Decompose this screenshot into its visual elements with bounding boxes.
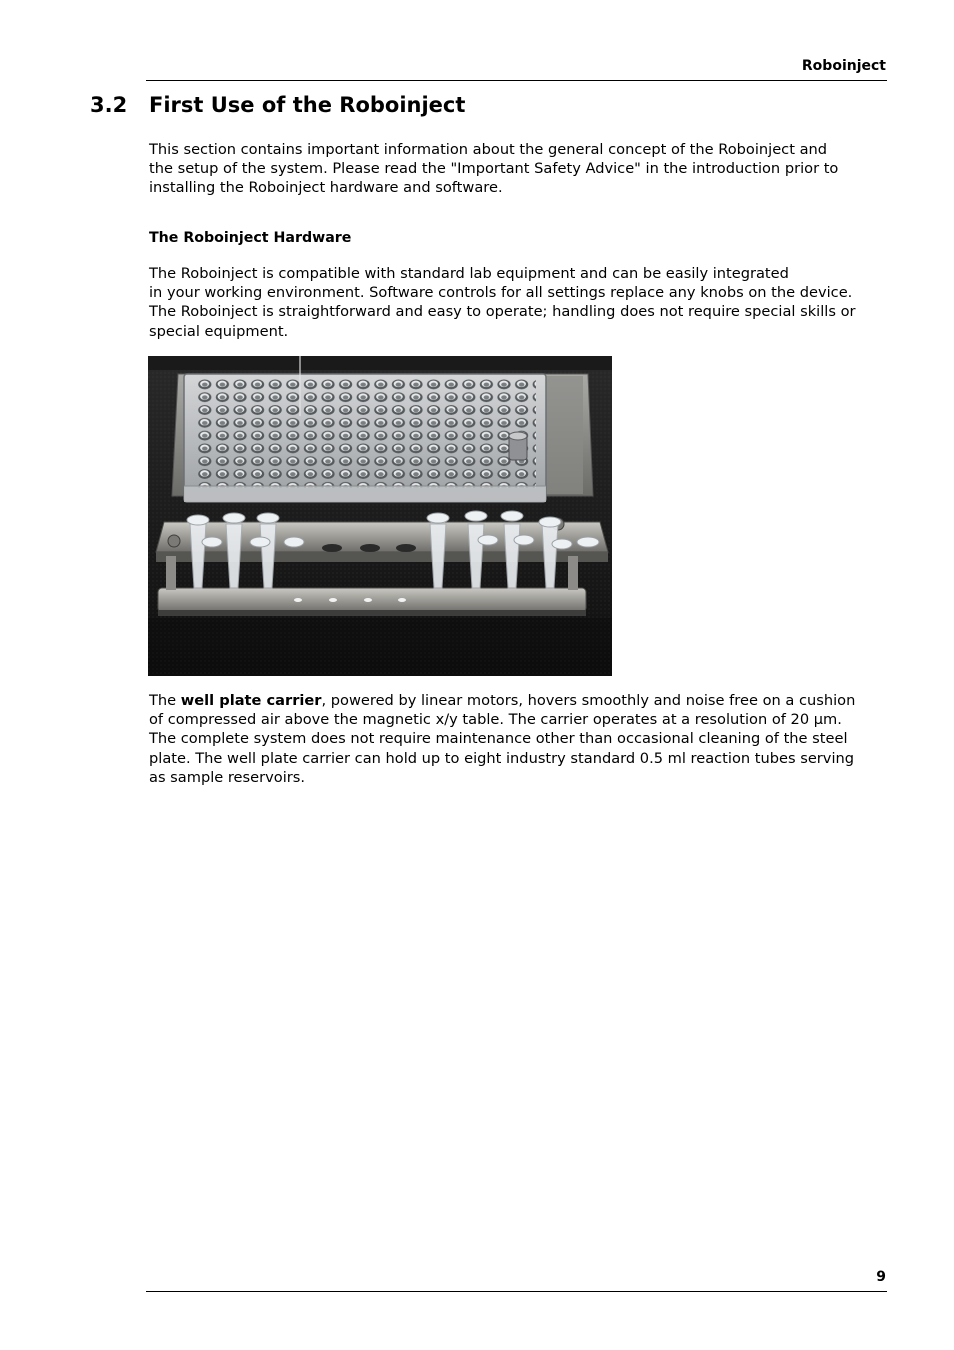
hardware-line: in your working environment. Software controls for all settings replace any knobs on the device. [149,284,853,302]
carrier-prefix: The [149,692,181,709]
carrier-line: of compressed air above the magnetic x/y table. The carrier operates at a resolution of 20 µm. [149,711,842,729]
hardware-line: The Roboinject is compatible with standard lab equipment and can be easily integrated [149,265,789,282]
carrier-line: as sample reservoirs. [149,768,305,786]
well-plate-carrier-photo [148,356,612,676]
hardware-line: special equipment. [149,322,289,340]
carrier-line: The complete system does not require maintenance other than occasional cleaning of the steel [149,730,848,748]
hardware-heading: The Roboinject Hardware [149,230,352,246]
carrier-first-line-rest: , powered by linear motors, hovers smoothly and noise free on a cushion [321,692,856,709]
intro-line: This section contains important information about the general concept of the Roboinject and [149,141,828,158]
running-header-title: Roboinject [801,58,886,74]
page-number: 9 [876,1269,886,1285]
carrier-paragraph [149,691,879,787]
hardware-line: The Roboinject is straightforward and easy to operate; handling does not require special skills or [149,303,856,321]
section-number: 3.2 [90,93,128,117]
carrier-line: plate. The well plate carrier can hold up to eight industry standard 0.5 ml reaction tubes serving [149,749,855,767]
header-rule [146,80,887,81]
carrier-bold-term: well plate carrier [180,692,322,709]
carrier-first-line [149,691,879,710]
intro-line: the setup of the system. Please read the "Important Safety Advice" in the introduction prior to [149,160,839,178]
intro-line: installing the Roboinject hardware and software. [149,179,503,197]
hardware-paragraph [149,264,879,341]
section-title: First Use of the Roboinject [149,93,466,117]
section-heading [90,93,465,117]
footer-rule [146,1291,887,1292]
intro-paragraph [149,140,879,198]
